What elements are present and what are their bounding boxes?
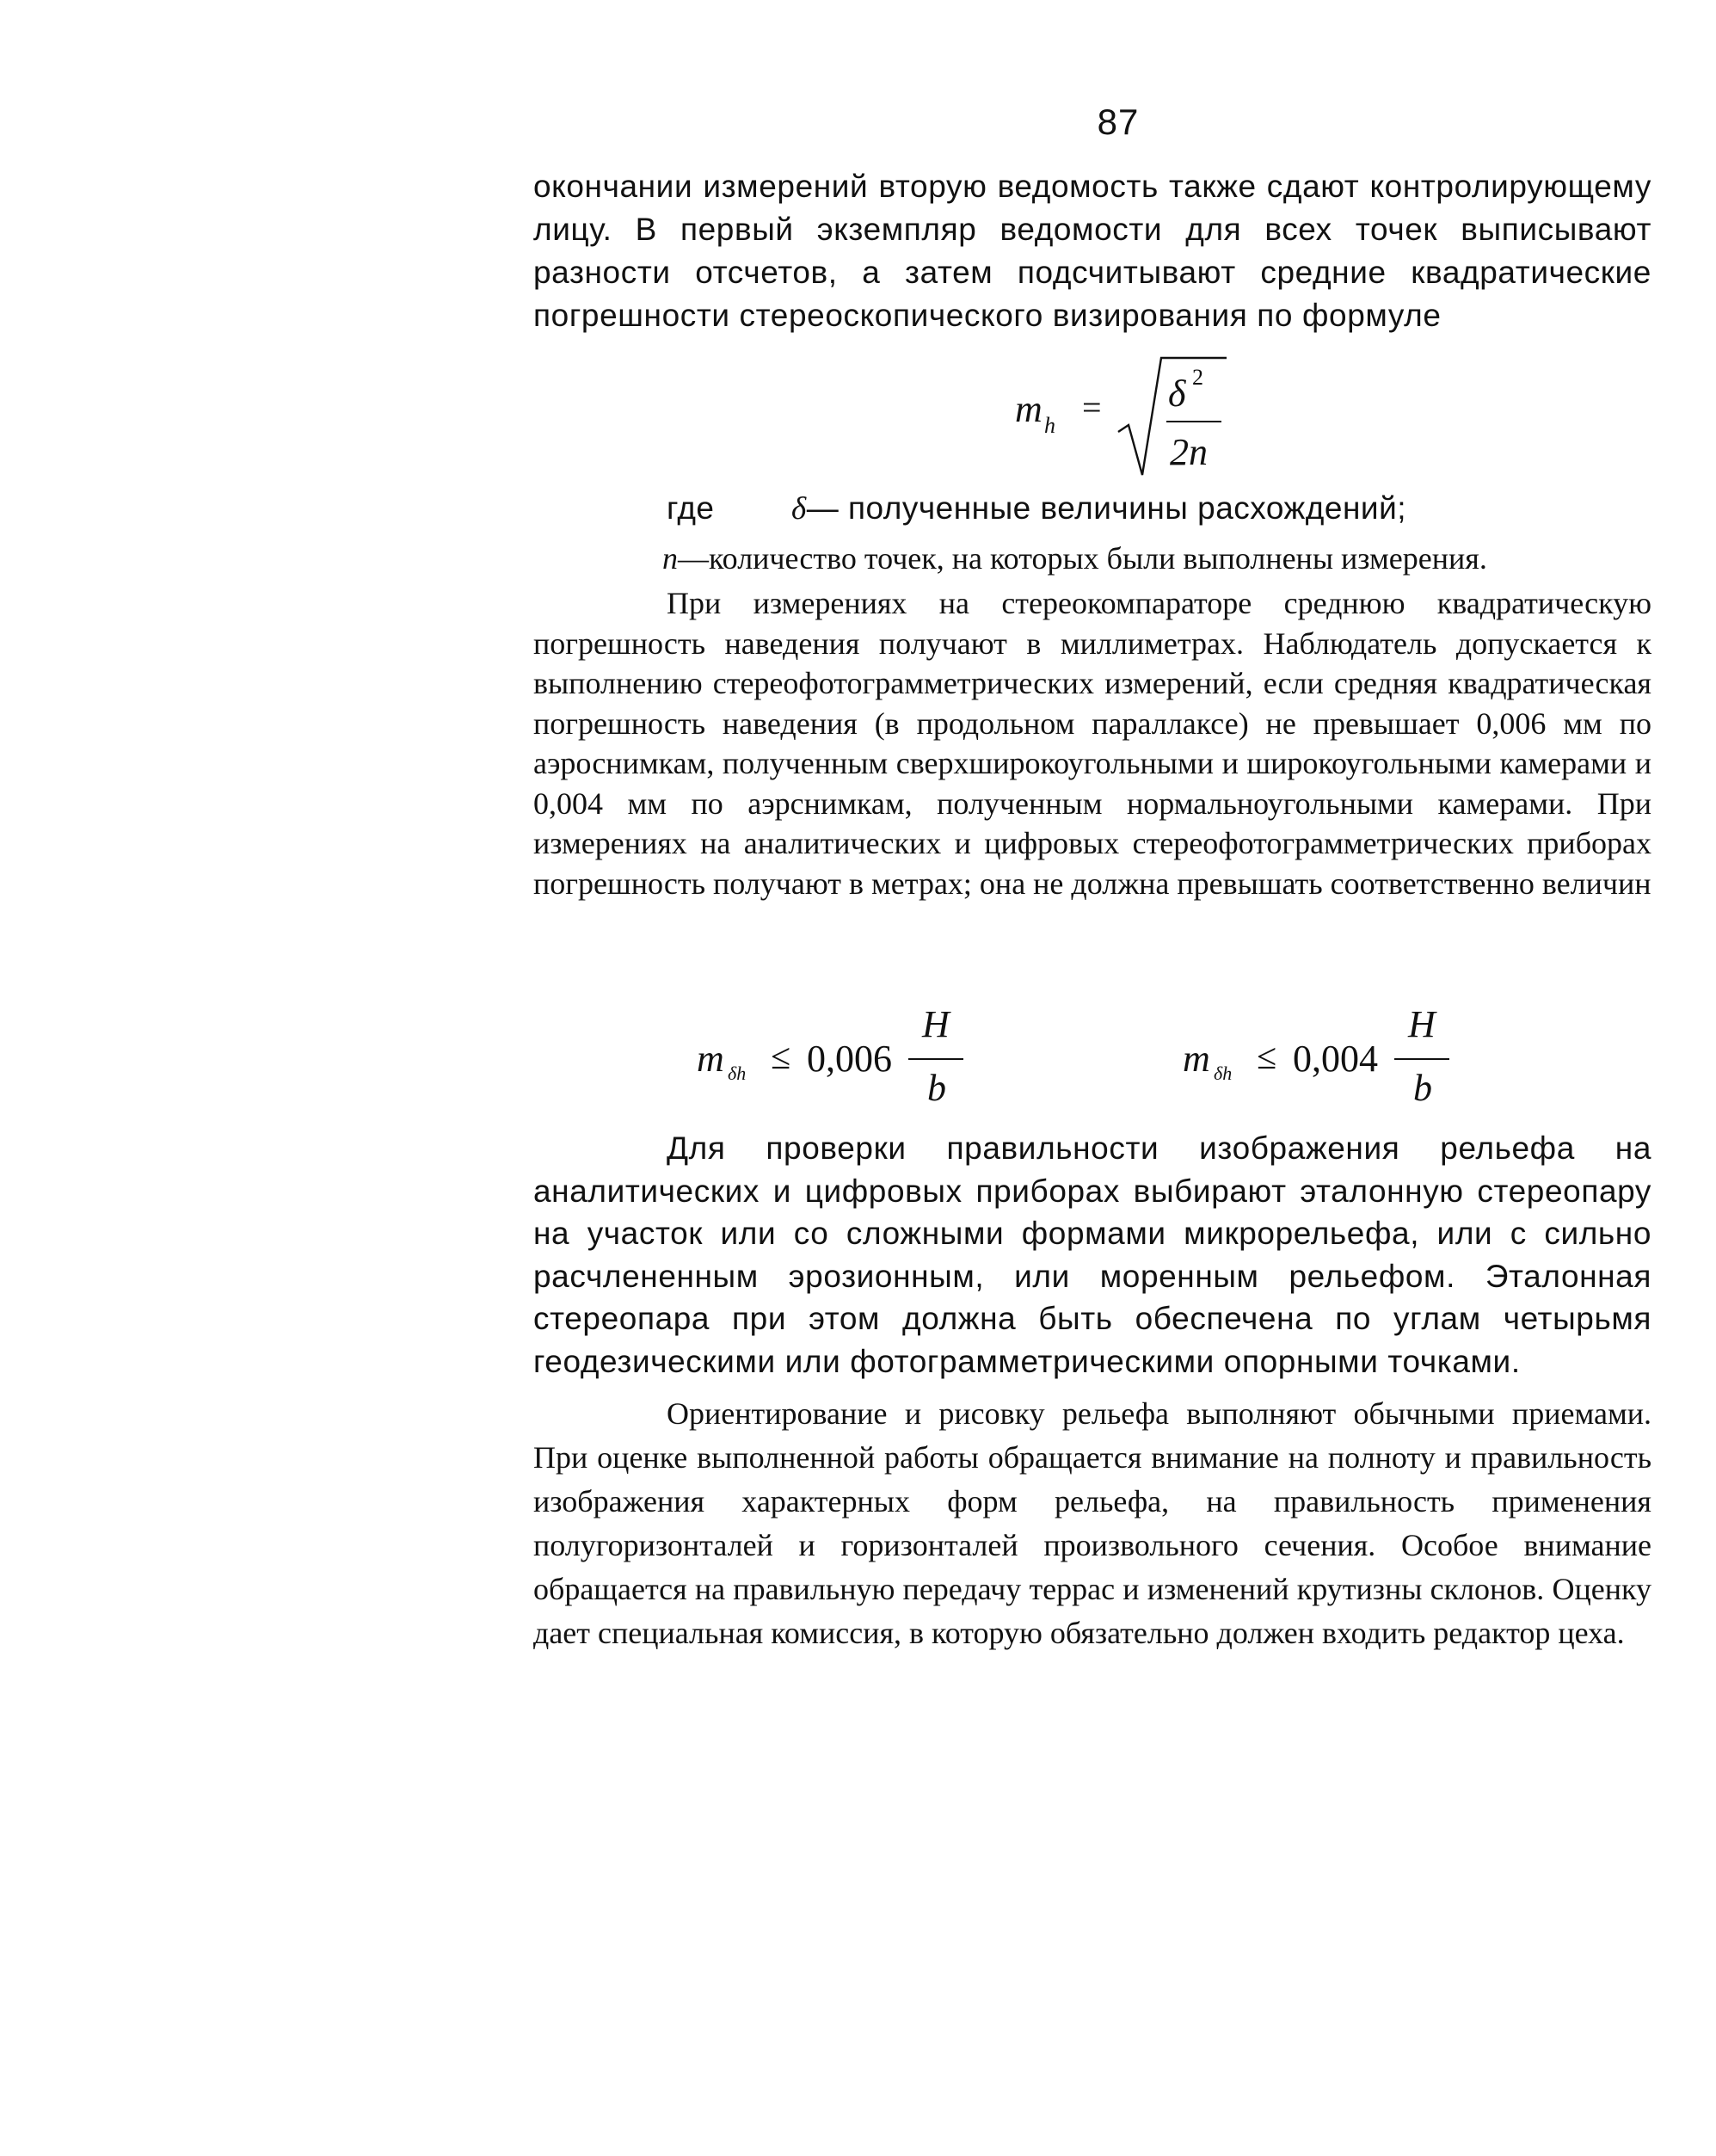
formula-3-lhs: m [1183, 1038, 1210, 1080]
paragraph-1: окончании измерений вторую ведомость также сдают контролирующему лицу. В первый экземпляр ведомости для всех точек выписывают разности отсчетов, а затем подсчитывают средние квадратические погрешности стереоскопического визирования по формуле [533, 169, 1651, 333]
formula-threshold-0006 [697, 1002, 981, 1114]
formula-1-numerator: δ [1168, 373, 1186, 415]
formula-3-numerator: H [1408, 1003, 1436, 1045]
delta-symbol: δ [791, 491, 807, 527]
formula-1-denominator: 2n [1170, 431, 1208, 473]
formula-2-coefficient: 0,006 [807, 1038, 892, 1080]
formula-1-lhs: m [1015, 388, 1043, 430]
formula-2-relation: ≤ [771, 1038, 791, 1077]
formula-2-numerator: H [922, 1003, 950, 1045]
formula-2-lhs: m [697, 1038, 724, 1080]
formula-threshold-0004 [1183, 1002, 1467, 1114]
paragraph-2: При измерениях на стереокомпараторе среднюю квадратическую погрешность наведения получают в миллиметрах. Наблюдатель допускается к выполнению стереофотограмметрических измерений, если средняя квадратическая погрешность наведения (в продольном параллаксе) не превышает 0,006 мм по аэроснимкам, полученным сверхширокоугольными и широкоугольными камерами и 0,004 мм по аэрснимкам, полученным нормальноугольными камерами. При измерениях на аналитических и цифровых стереофотограмметрических приборах погрешность получают в метрах; она не должна превышать соответственно величин [533, 586, 1651, 901]
formula-3-lhs-subscript: δh [1214, 1063, 1233, 1084]
formula-2-lhs-subscript: δh [728, 1063, 747, 1084]
formula-1-lhs-subscript: h [1044, 413, 1055, 438]
formula-3-relation: ≤ [1257, 1038, 1277, 1077]
fraction-bar [908, 1057, 963, 1061]
where-label: где [667, 490, 715, 526]
n-definition: —количество точек, на которых были выполнены измерения. [678, 541, 1487, 576]
paragraph-3: Для проверки правильности изображения рельефа на аналитических и цифровых приборах выбирают эталонную стереопару на участок или со сложными формами микрорельефа, или с сильно расчлененным эрозионным, или моренным рельефом. Эталонная стереопара при этом должна быть обеспечена по углам четырьмя геодезическими или фотограмметрическими опорными точками. [533, 1130, 1651, 1379]
formula-2-denominator: b [927, 1067, 946, 1109]
page-number: 87 [1097, 102, 1140, 142]
paragraph-4: Ориентирование и рисовку рельефа выполняют обычными приемами. При оценке выполненной работы обращается внимание на полноту и правильность изображения характерных форм рельефа, на правильность применения полугоризонталей и горизонталей произвольного сечения. Особое внимание обращается на правильную передачу террас и изменений крутизны склонов. Оценку дает специальная комиссия, в которую обязательно должен входить редактор цеха. [533, 1396, 1651, 1650]
formula-3-denominator: b [1413, 1067, 1432, 1109]
delta-definition: — полученные величины расхождений; [806, 490, 1407, 526]
definition-delta [791, 490, 1406, 527]
formula-rms-sighting [1015, 353, 1221, 482]
definition-n [662, 540, 1487, 576]
formula-3-coefficient: 0,004 [1293, 1038, 1378, 1080]
n-symbol: n [662, 541, 678, 576]
formula-1-numerator-exponent: 2 [1192, 365, 1203, 390]
fraction-bar [1394, 1057, 1449, 1061]
formula-1-equals: = [1082, 388, 1102, 427]
